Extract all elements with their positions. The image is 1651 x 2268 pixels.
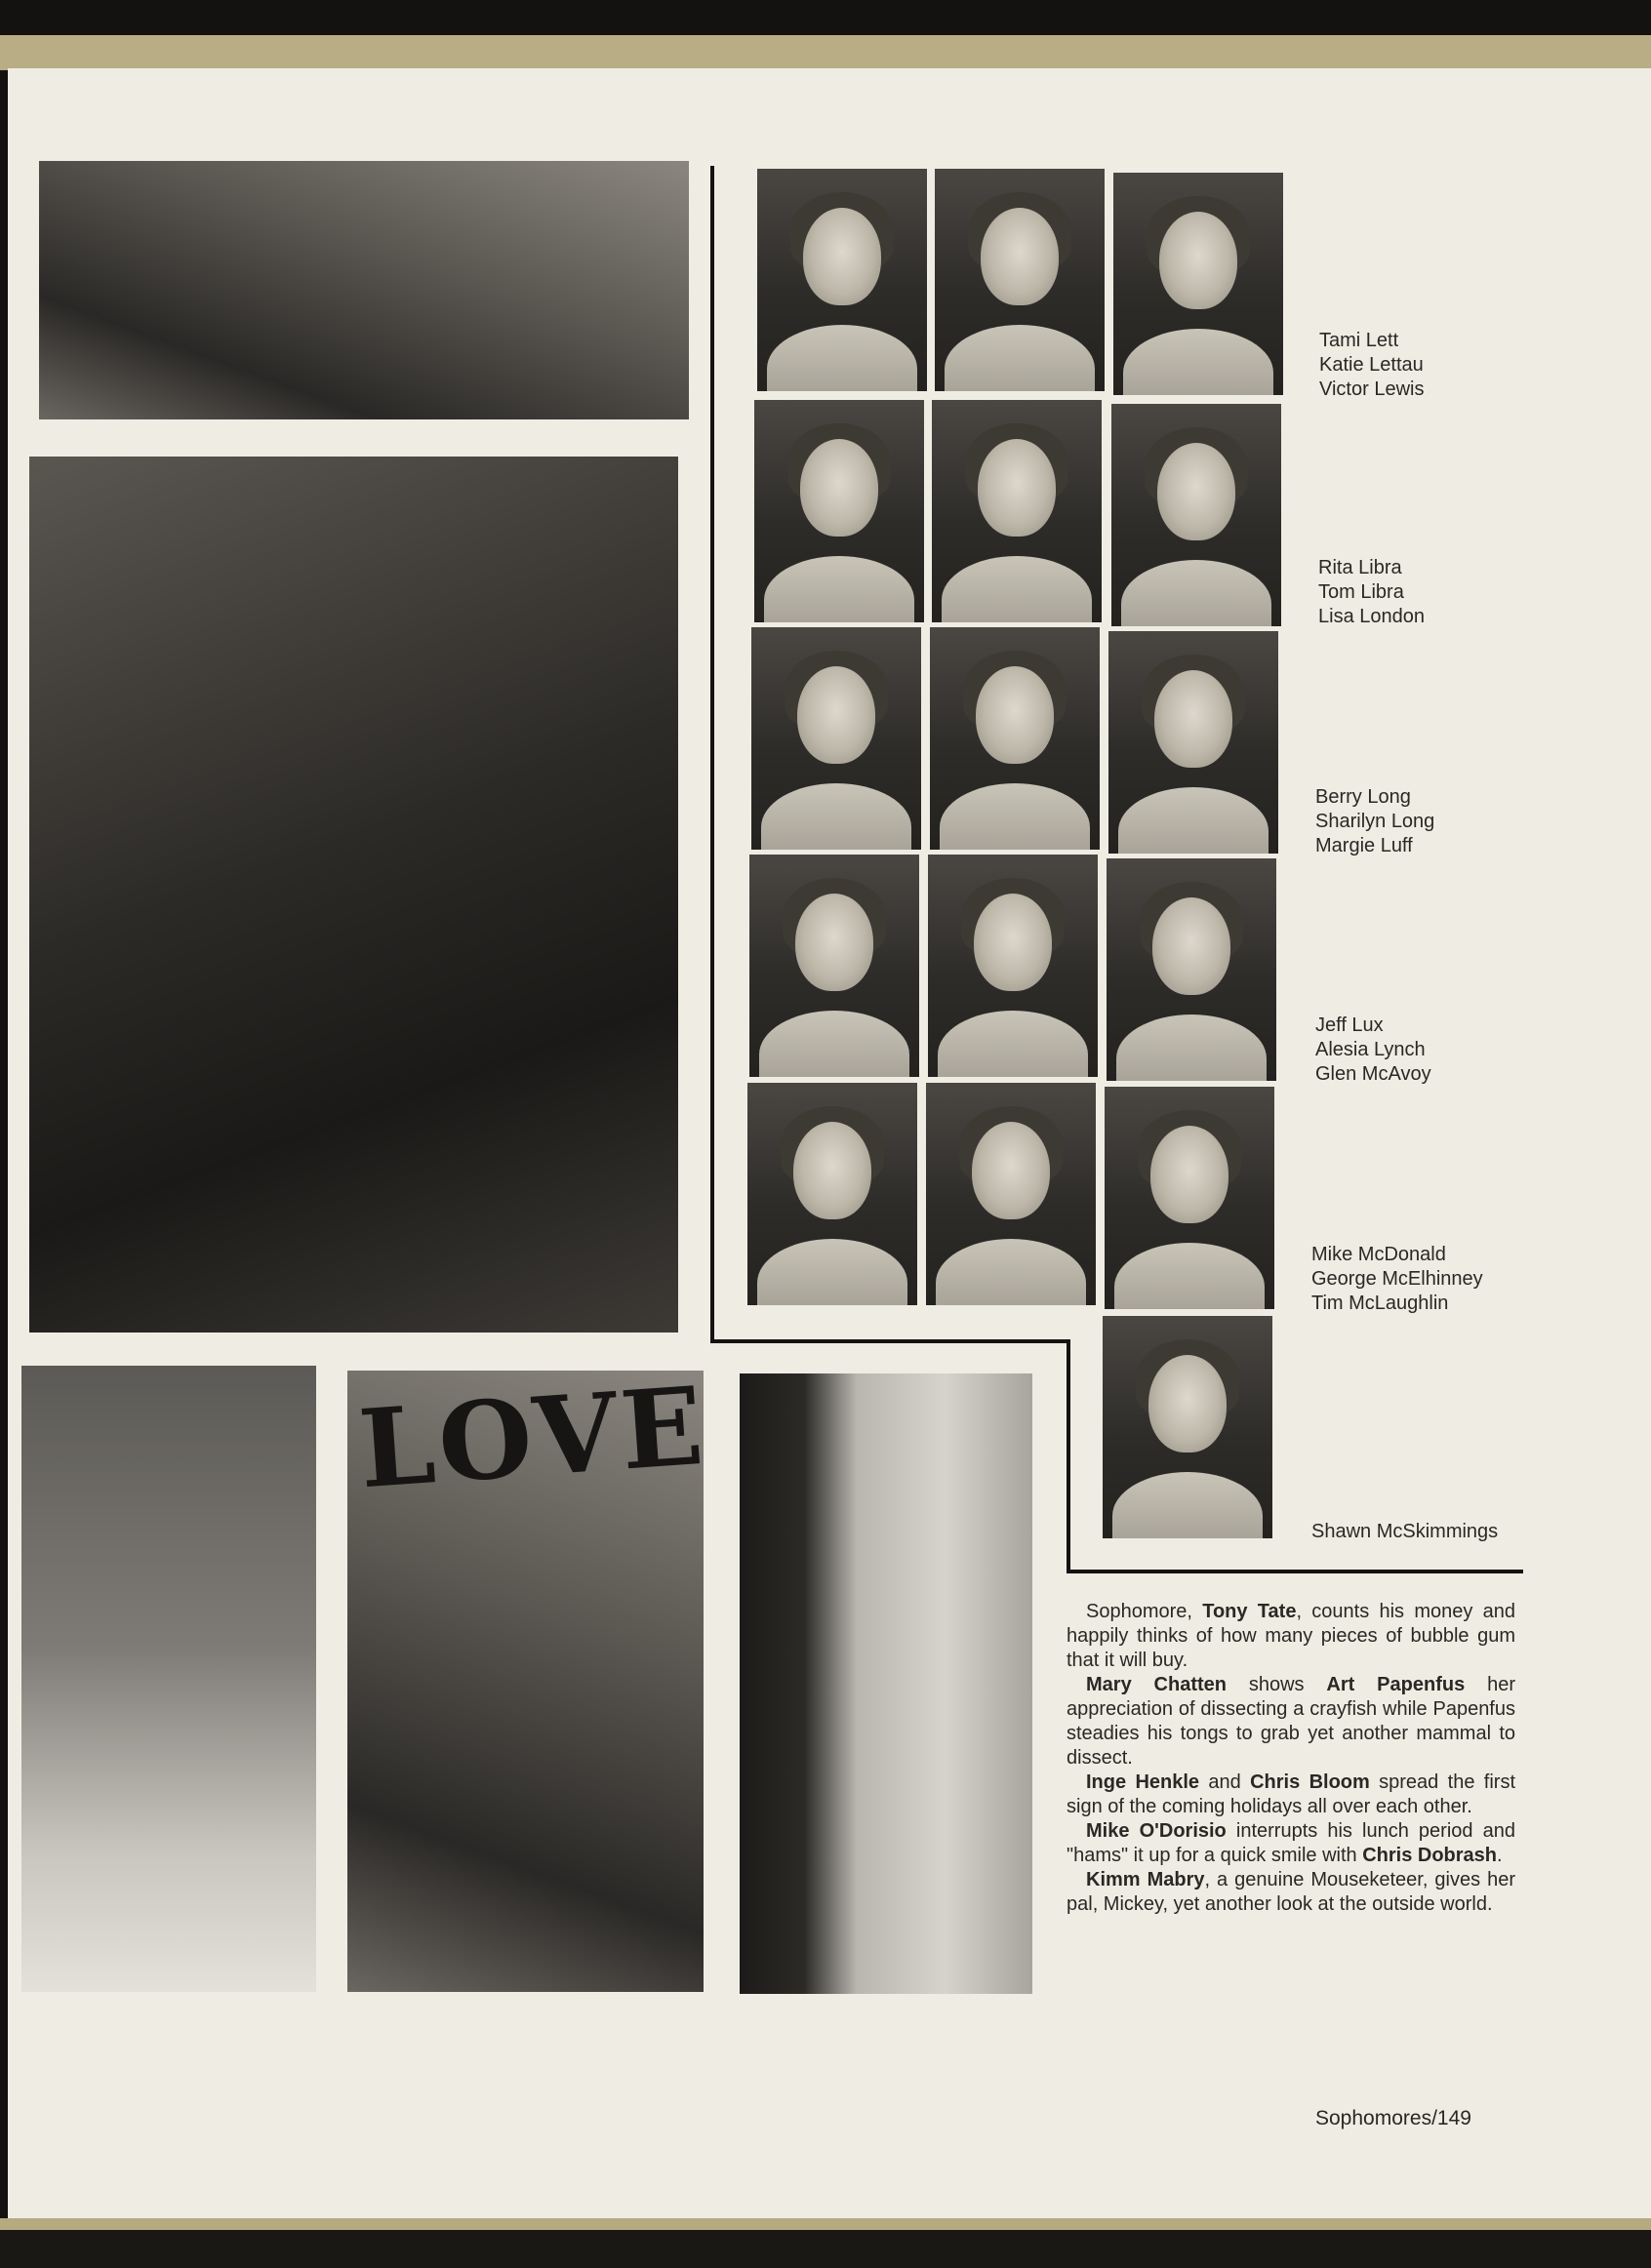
student-name: Sharilyn Long [1315,811,1435,832]
divider-vertical-step [1067,1339,1070,1573]
student-name: Tim McLaughlin [1311,1293,1449,1314]
photo-captions [1067,1600,1515,1917]
portrait-rita-libra [754,400,924,622]
portrait-tami-lett [757,169,927,391]
student-name: Berry Long [1315,786,1411,808]
portrait-margie-luff [1108,631,1278,854]
portrait-sharilyn-long [930,627,1100,850]
page-bottom-edge [0,2218,1651,2230]
portrait-alesia-lynch [928,855,1098,1077]
caption-text: , counts his money and happily thinks of how many pieces of bubble gum that it will buy. [1067,1601,1515,1671]
caption-person-name: Mike O'Dorisio [1086,1820,1227,1842]
student-name: Rita Libra [1318,557,1402,578]
caption-text: Sophomore, [1086,1601,1203,1622]
caption-person-name: Chris Dobrash [1362,1845,1498,1866]
portrait-berry-long [751,627,921,850]
names-row-4 [1315,1014,1431,1087]
caption-text: spread the first sign of the coming holidays all over each other. [1067,1771,1515,1817]
student-name: Margie Luff [1315,835,1413,856]
divider-vertical-left [710,166,714,1342]
names-row-2 [1318,556,1425,629]
caption-text: . [1497,1845,1503,1866]
portrait-jeff-lux [749,855,919,1077]
page-folio: Sophomores/149 [1315,2107,1471,2129]
caption-text: , a genuine Mouseketeer, gives her pal, Mickey, yet another look at the outside world. [1067,1869,1516,1915]
portrait-mike-mcdonald [747,1083,917,1305]
names-row-3 [1315,785,1434,858]
portrait-tom-libra [932,400,1102,622]
photo-tony-tate-counting-money [39,161,689,419]
caption-person-name: Kimm Mabry [1086,1869,1205,1890]
photo-mickey-mouse-folder [740,1373,1032,1994]
student-name: Jeff Lux [1315,1015,1384,1036]
portrait-shawn-mcskimmings [1103,1316,1272,1538]
student-name: Victor Lewis [1319,378,1425,400]
caption-paragraph [1067,1600,1515,1673]
student-name: Lisa London [1318,606,1425,627]
caption-person-name: Inge Henkle [1086,1771,1200,1793]
love-sign-text: LOVE [354,1362,711,1513]
portrait-lisa-london [1111,404,1281,626]
portrait-glen-mcavoy [1107,858,1276,1081]
student-name: Katie Lettau [1319,354,1424,376]
student-name: Shawn McSkimmings [1311,1521,1499,1542]
names-row-5 [1311,1243,1483,1316]
portrait-tim-mclaughlin [1105,1087,1274,1309]
page-top-edge [0,35,1651,70]
caption-text: shows [1227,1674,1327,1695]
portrait-katie-lettau [935,169,1105,391]
portrait-victor-lewis [1113,173,1283,395]
caption-paragraph [1067,1868,1515,1917]
names-row-6 [1311,1520,1498,1544]
caption-text: her appreciation of dissecting a crayfish while Papenfus steadies his tongs to grab yet another mammal to dissect. [1067,1674,1515,1769]
caption-text: interrupts his lunch period and "hams" it up for a quick smile with [1067,1820,1515,1866]
photo-dissecting-crayfish [29,457,678,1333]
divider-horizontal-bottom [1067,1570,1523,1573]
portrait-george-mcelhinney [926,1083,1096,1305]
student-name: Mike McDonald [1311,1244,1446,1265]
photo-love-sign-couple [347,1362,711,1992]
student-name: George McElhinney [1311,1268,1483,1290]
student-name: Tami Lett [1319,330,1399,351]
student-name: Alesia Lynch [1315,1039,1426,1060]
page-bottom-shadow [0,2230,1651,2268]
photo-snow-fight [21,1366,316,1992]
names-row-1 [1319,329,1424,402]
caption-text: and [1199,1771,1251,1793]
caption-paragraph [1067,1771,1515,1819]
caption-person-name: Tony Tate [1202,1601,1297,1622]
student-name: Glen McAvoy [1315,1063,1431,1085]
student-name: Tom Libra [1318,581,1404,603]
caption-person-name: Mary Chatten [1086,1674,1227,1695]
divider-horizontal-step [710,1339,1070,1343]
caption-person-name: Chris Bloom [1250,1771,1370,1793]
caption-paragraph [1067,1673,1515,1771]
caption-paragraph [1067,1819,1515,1868]
caption-person-name: Art Papenfus [1326,1674,1466,1695]
